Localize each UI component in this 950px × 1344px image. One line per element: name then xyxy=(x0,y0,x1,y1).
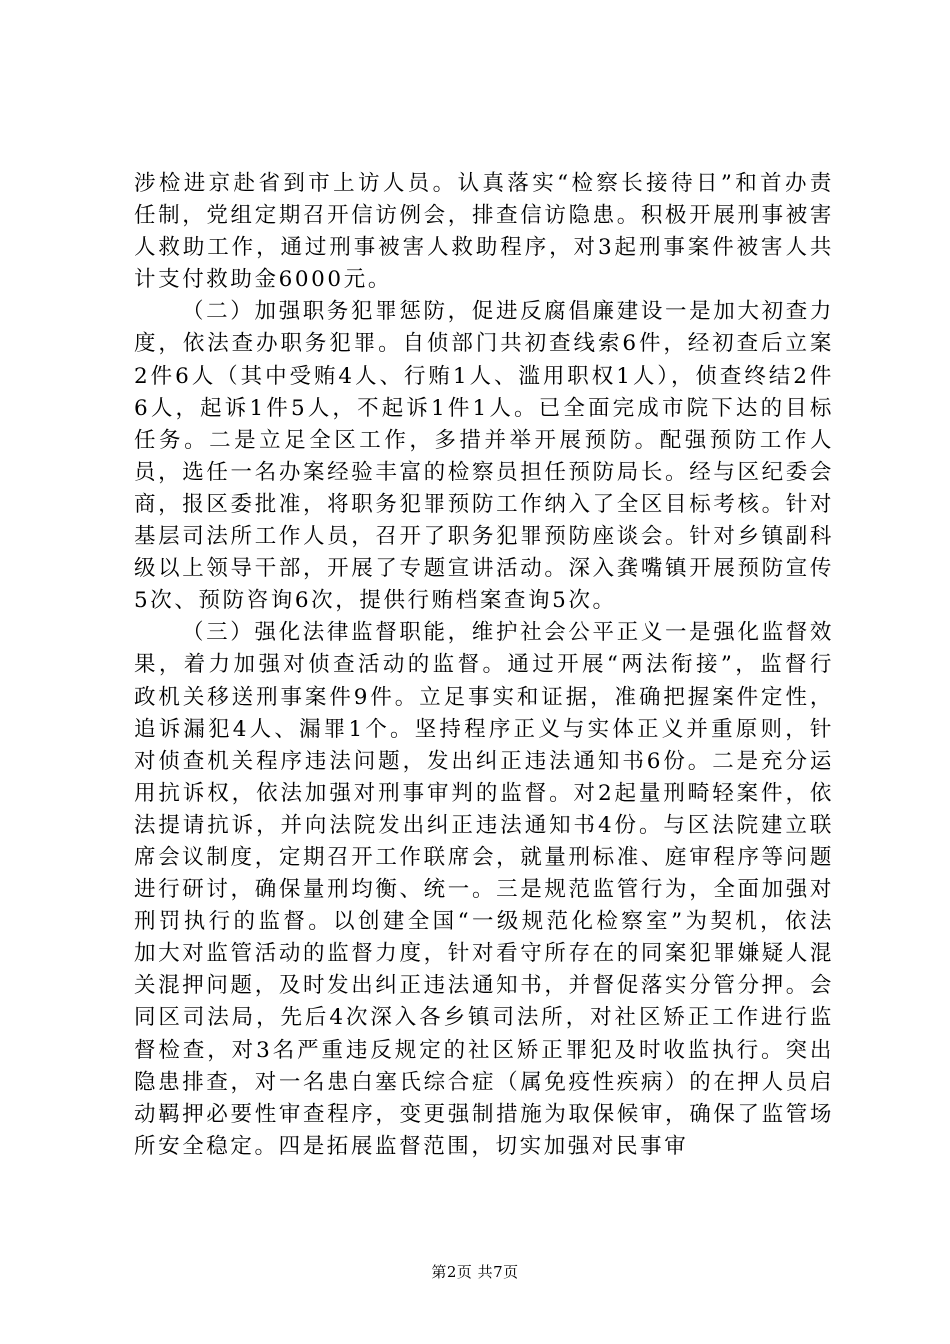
page-footer: 第2页 共7页 xyxy=(431,1263,519,1281)
paragraph-section-three: （三）强化法律监督职能，维护社会公平正义一是强化监督效果，着力加强对侦查活动的监督。通过开展“两法衔接”，监督行政机关移送刑事案件9件。立足事实和证据，准确把握案件定性，追诉漏犯4人、漏罪1个。坚持程序正义与实体正义并重原则，针对侦查机关程序违法问题，发出纠正违法通知书6份。二是充分运用抗诉权，依法加强对刑事审判的监督。对2起量刑畸轻案件，依法提请抗诉，并向法院发出纠正违法通知书4份。与区法院建立联席会议制度，定期召开工作联席会，就量刑标准、庭审程序等问题进行研讨，确保量刑均衡、统一。三是规范监管行为，全面加强对刑罚执行的监督。以创建全国“一级规范化检察室”为契机，依法加大对监管活动的监督力度，针对看守所存在的同案犯罪嫌疑人混关混押问题，及时发出纠正违法通知书，并督促落实分管分押。会同区司法局，先后4次深入各乡镇司法所，对社区矫正工作进行监督检查，对3名严重违反规定的社区矫正罪犯及时收监执行。突出隐患排查，对一名患白塞氏综合症（属免疫性疾病）的在押人员启动羁押必要性审查程序，变更强制措施为取保候审，确保了监管场所安全稳定。四是拓展监督范围，切实加强对民事审 xyxy=(134,620,834,1159)
paragraph-section-two: （二）加强职务犯罪惩防，促进反腐倡廉建设一是加大初查力度，依法查办职务犯罪。自侦部门共初查线索6件，经初查后立案2件6人（其中受贿4人、行贿1人、滥用职权1人），侦查终结2件6人，起诉1件5人，不起诉1件1人。已全面完成市院下达的目标任务。二是立足全区工作，多措并举开展预防。配强预防工作人员，选任一名办案经验丰富的检察员担任预防局长。经与区纪委会商，报区委批准，将职务犯罪预防工作纳入了全区目标考核。针对基层司法所工作人员，召开了职务犯罪预防座谈会。针对乡镇副科级以上领导干部，开展了专题宣讲活动。深入龚嘴镇开展预防宣传5次、预防咨询6次，提供行贿档案查询5次。 xyxy=(134,299,834,614)
document-body xyxy=(134,168,834,1163)
paragraph-continuation: 涉检进京赴省到市上访人员。认真落实“检察长接待日”和首办责任制，党组定期召开信访例会，排查信访隐患。积极开展刑事被害人救助工作，通过刑事被害人救助程序，对3起刑事案件被害人共计支付救助金6000元。 xyxy=(134,171,834,293)
